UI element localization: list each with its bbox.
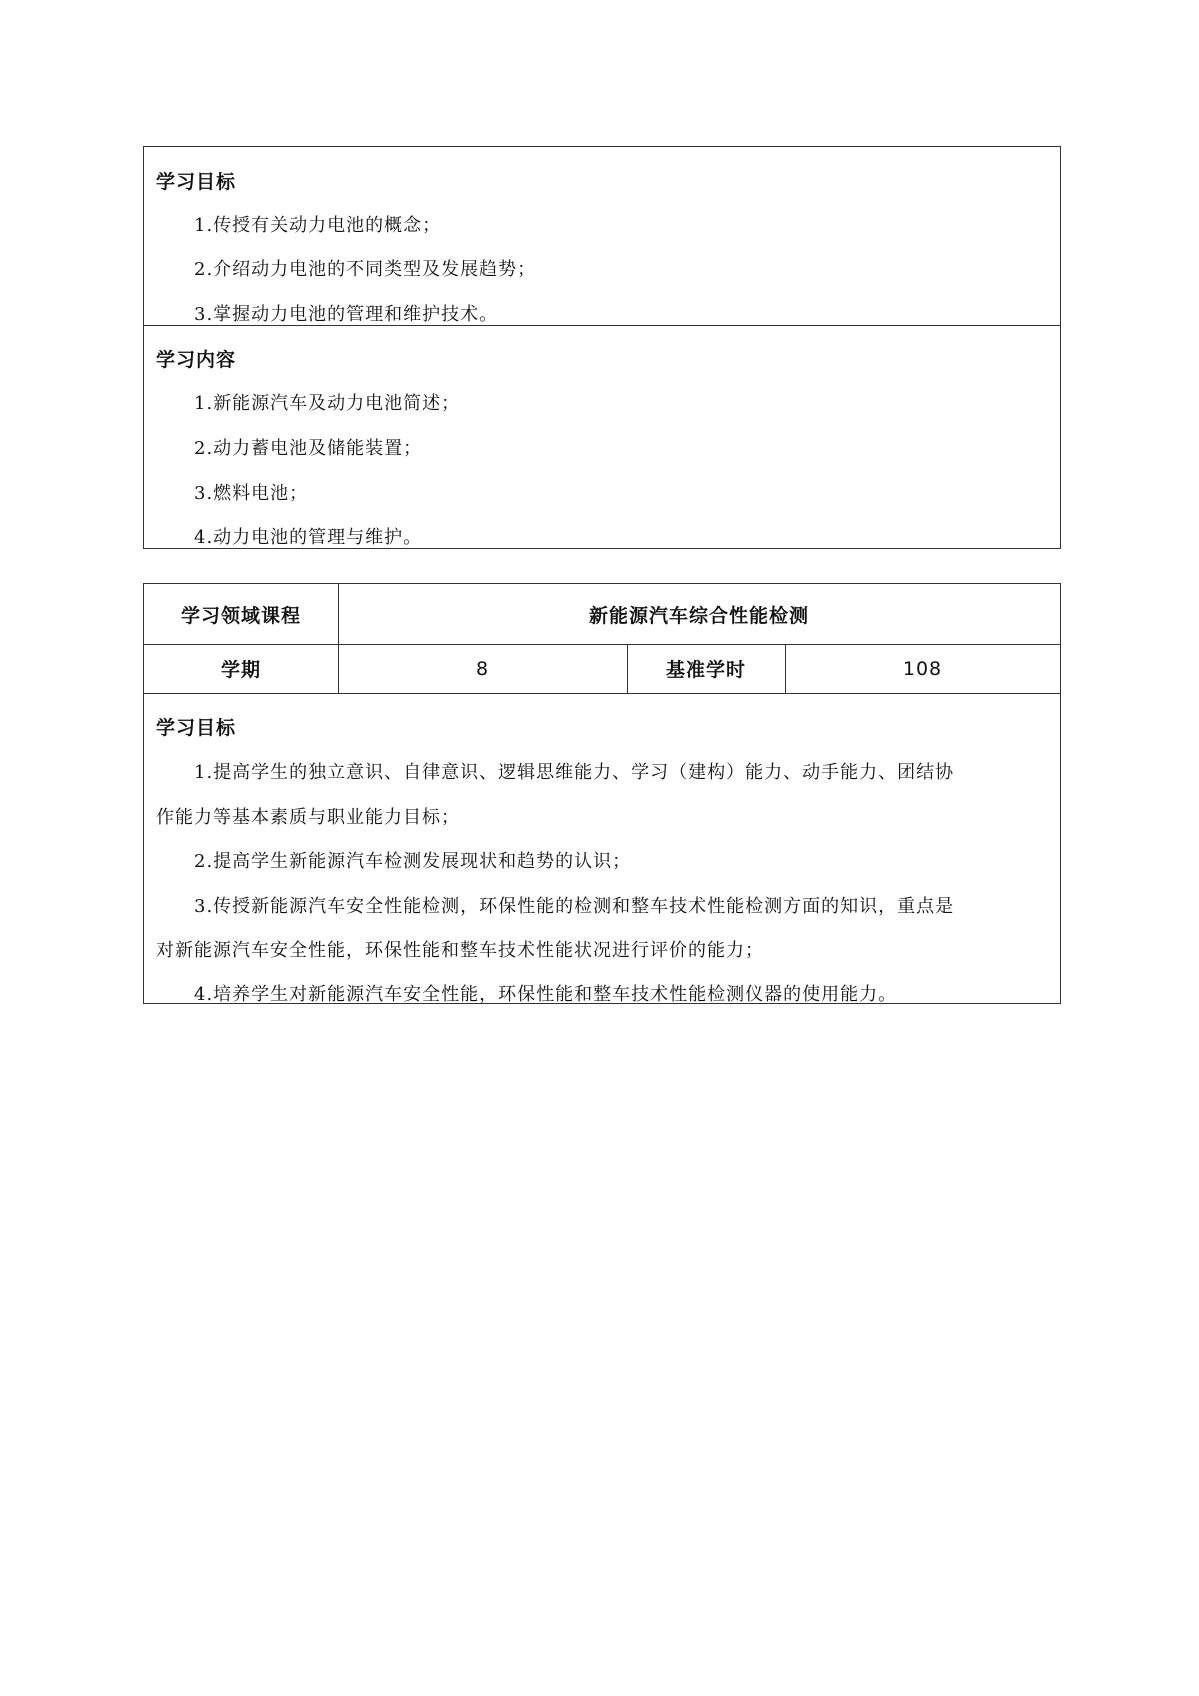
- hours-value-cell: 108: [902, 657, 943, 680]
- content-item: 4.动力电池的管理与维护。: [194, 527, 423, 548]
- content-item: 2.动力蓄电池及储能装置；: [194, 438, 423, 459]
- objective-line: 2.提高学生新能源汽车检测发展现状和趋势的认识；: [194, 851, 632, 872]
- table-row-divider: [144, 693, 1060, 694]
- content-item: 3.燃料电池；: [194, 483, 309, 504]
- objective-line: 3.传授新能源汽车安全性能检测，环保性能的检测和整车技术性能检测方面的知识，重点是: [194, 896, 955, 917]
- course-description-box-1: [143, 146, 1061, 549]
- course-name-cell: 新能源汽车综合性能检测: [588, 604, 809, 627]
- course-table: [143, 583, 1061, 1004]
- objective-item: 2.介绍动力电池的不同类型及发展趋势；: [194, 259, 537, 280]
- objectives-heading: 学习目标: [156, 717, 237, 739]
- hours-label-cell: 基准学时: [665, 659, 746, 681]
- section-divider: [144, 325, 1060, 326]
- objective-line: 作能力等基本素质与职业能力目标；: [156, 807, 460, 828]
- term-label-cell: 学期: [220, 659, 261, 681]
- objectives-heading: 学习目标: [156, 171, 237, 193]
- objective-line: 4.培养学生对新能源汽车安全性能，环保性能和整车技术性能检测仪器的使用能力。: [194, 984, 898, 1005]
- objective-item: 3.掌握动力电池的管理和维护技术。: [194, 304, 499, 325]
- content-item: 1.新能源汽车及动力电池简述；: [194, 393, 461, 414]
- objective-item: 1.传授有关动力电池的概念；: [194, 215, 442, 236]
- objective-line: 对新能源汽车安全性能，环保性能和整车技术性能状况进行评价的能力；: [156, 940, 764, 961]
- term-value-cell: 8: [475, 657, 490, 680]
- course-label-cell: 学习领域课程: [180, 604, 301, 627]
- objective-line: 1.提高学生的独立意识、自律意识、逻辑思维能力、学习（建构）能力、动手能力、团结协: [194, 762, 955, 783]
- contents-heading: 学习内容: [156, 349, 237, 371]
